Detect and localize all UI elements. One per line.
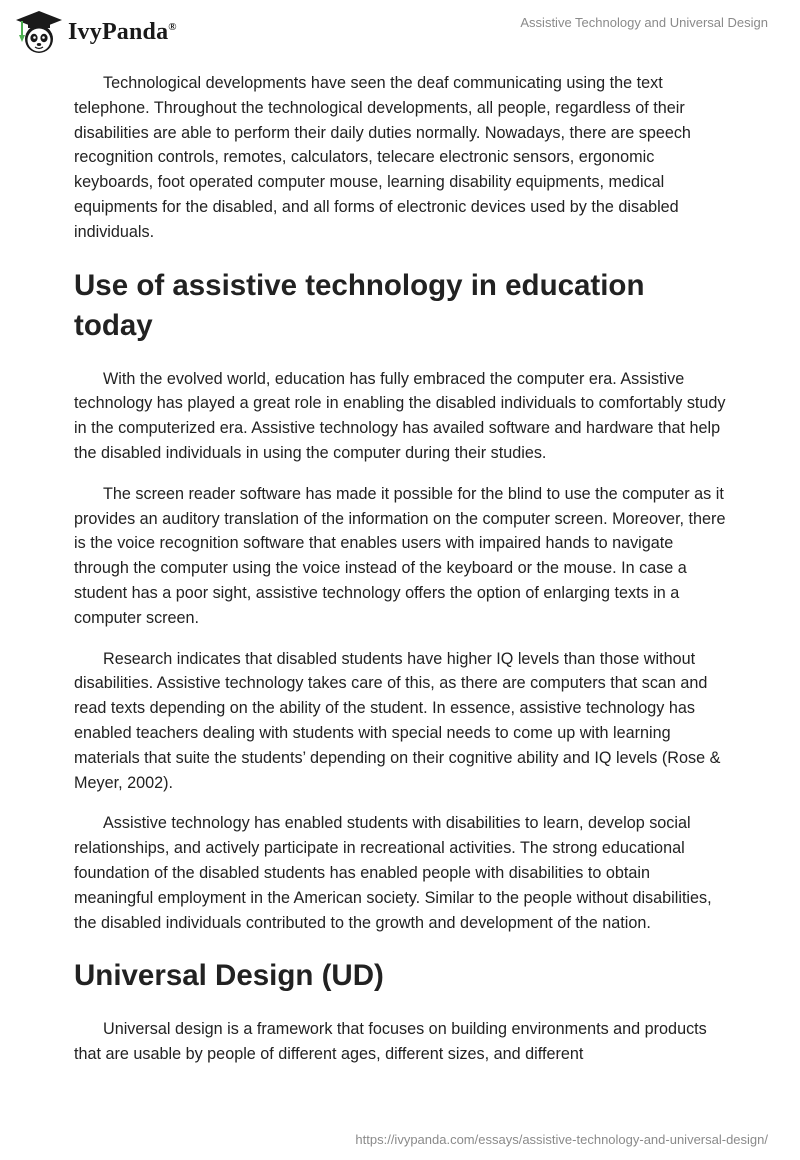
ivypanda-logo[interactable] <box>14 8 177 56</box>
document-title: Assistive Technology and Universal Design <box>520 15 768 30</box>
section-heading-education: Use of assistive technology in education today <box>74 268 645 342</box>
page-header <box>0 0 800 60</box>
essay-body <box>74 71 726 1083</box>
paragraph: Research indicates that disabled students have higher IQ levels than those without disabilities. Assistive technology takes care of this, as there are computers that scan and read texts depending on the ability of the student. In essence, assistive technology has enabled teachers dealing with students with special needs to come up with learning materials that suite the students’ depending on their cognitive ability and IQ levels (Rose & Meyer, 2002). <box>74 649 721 792</box>
paragraph: With the evolved world, education has fully embraced the computer era. Assistive technology has played a great role in enabling the disabled individuals to comfortably study in the computerized era. Assistive technology has availed software and hardware that help the disabled individuals in using the computer during their studies. <box>74 369 726 462</box>
source-url[interactable]: https://ivypanda.com/essays/assistive-technology-and-universal-design/ <box>355 1132 768 1147</box>
section-heading-universal-design: Universal Design (UD) <box>74 959 384 993</box>
paragraph: The screen reader software has made it possible for the blind to use the computer as it provides an auditory translation of the information on the computer screen. Moreover, there is the voice recognition software that enables users with impaired hands to navigate through the computer using the voice instead of the keyboard or the mouse. In case a student has a poor sight, assistive technology offers the option of enlarging texts in a computer screen. <box>74 484 726 627</box>
paragraph: Universal design is a framework that focuses on building environments and products that are usable by people of different ages, different sizes, and different <box>74 1020 707 1064</box>
paragraph: Assistive technology has enabled students with disabilities to learn, develop social relationships, and actively participate in recreational activities. The strong educational foundation of the disabled students has enabled people with disabilities to obtain meaningful employment in the American society. Similar to the people without disabilities, the disabled individuals contributed to the growth and development of the nation. <box>74 814 712 932</box>
brand-name: IvyPanda® <box>68 18 177 45</box>
paragraph: Technological developments have seen the deaf communicating using the text telephone. Throughout the technological developments, all people, regardless of their disabilities are able to perform their daily duties normally. Nowadays, there are speech recognition controls, remotes, calculators, telecare electronic sensors, ergonomic keyboards, foot operated computer mouse, learning disability equipments, medical equipments for the disabled, and all forms of electronic devices used by the disabled individuals. <box>74 74 691 241</box>
panda-graduate-icon <box>14 9 64 55</box>
